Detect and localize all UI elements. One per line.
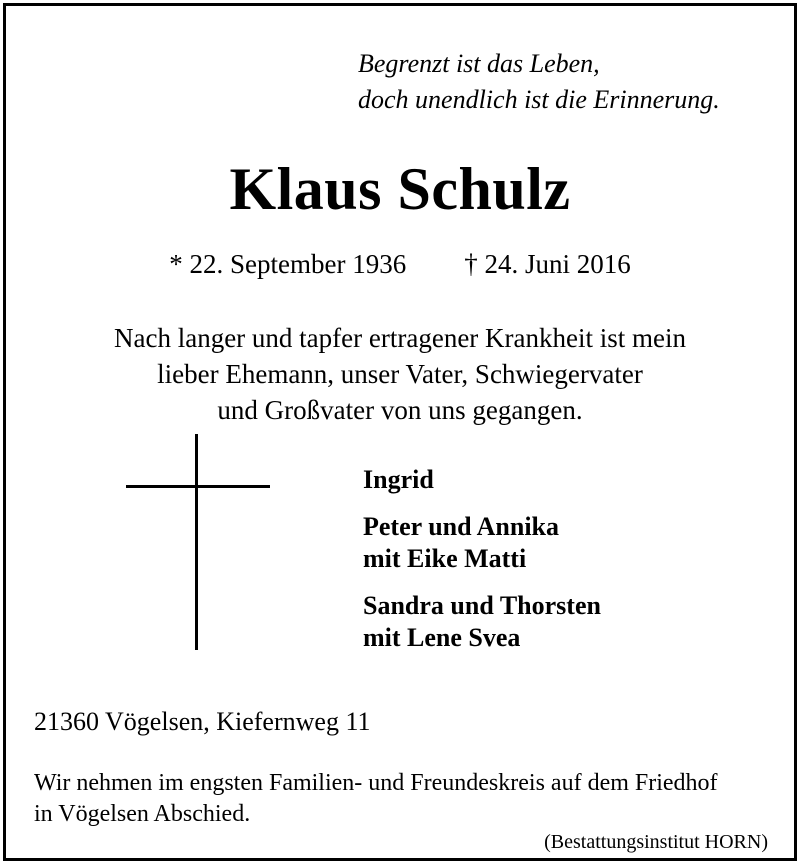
- cross-horizontal-bar: [126, 485, 270, 488]
- mourner-group: [363, 511, 601, 575]
- mourner-group: [363, 464, 601, 496]
- mourner-name: Sandra und Thorsten: [363, 591, 601, 620]
- announcement-line-1: Nach langer und tapfer ertragener Krankheit ist mein: [114, 323, 686, 353]
- motto-quote: [358, 46, 720, 118]
- farewell-line-1: Wir nehmen im engsten Familien- und Freundeskreis auf dem Friedhof: [34, 770, 718, 796]
- motto-line-2: doch unendlich ist die Erinnerung.: [358, 85, 720, 114]
- announcement-line-2: lieber Ehemann, unser Vater, Schwiegervater: [157, 359, 643, 389]
- mourner-group: [363, 590, 601, 654]
- obituary-notice: [3, 3, 797, 861]
- death-date: † 24. Juni 2016: [464, 249, 631, 279]
- farewell-line-2: in Vögelsen Abschied.: [34, 801, 251, 827]
- mourner-children: mit Lene Svea: [363, 623, 521, 652]
- motto-line-1: Begrenzt ist das Leben,: [358, 49, 600, 78]
- announcement-line-3: und Großvater von uns gegangen.: [217, 395, 583, 425]
- birth-date: * 22. September 1936: [169, 249, 407, 279]
- mourner-name: Peter und Annika: [363, 512, 560, 541]
- deceased-name: Klaus Schulz: [229, 156, 571, 222]
- mourners-list: [363, 464, 601, 669]
- mourner-name: Ingrid: [363, 465, 434, 494]
- mourner-children: mit Eike Matti: [363, 544, 527, 573]
- cross-vertical-bar: [195, 434, 198, 650]
- farewell-notice: [34, 768, 718, 830]
- family-address: 21360 Vögelsen, Kiefernweg 11: [34, 707, 371, 736]
- undertaker-credit: (Bestattungsinstitut HORN): [544, 831, 768, 853]
- announcement-text: [6, 320, 794, 428]
- life-dates: [6, 246, 794, 282]
